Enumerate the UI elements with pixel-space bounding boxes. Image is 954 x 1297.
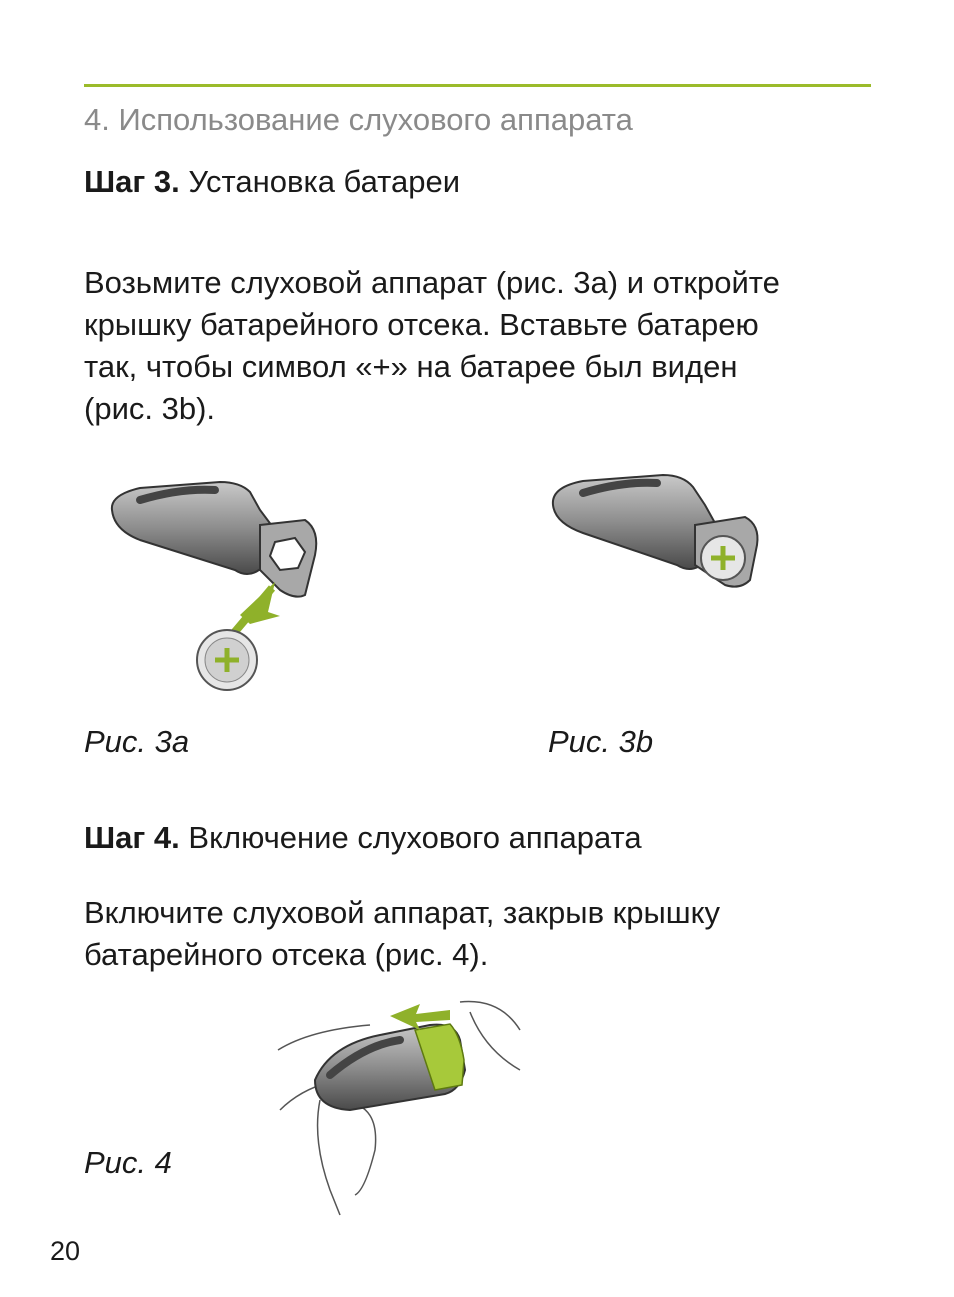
figure-3b-illustration [545,465,775,615]
step4-heading [84,820,642,856]
section-title: 4. Использование слухового аппарата [84,102,633,137]
figure-3a-illustration [100,470,340,700]
step4-paragraph [84,892,884,976]
figure-3a-caption: Рис. 3a [84,724,190,759]
step3-line: Возьмите слуховой аппарат (рис. 3a) и откройте [84,265,780,300]
step3-line: крышку батарейного отсека. Вставьте батарею [84,307,759,342]
step3-title: Установка батареи [188,164,461,199]
figure-4-illustration [270,990,540,1220]
step4-title: Включение слухового аппарата [188,820,642,855]
header-rule [84,84,871,87]
step4-label: Шаг 4. [84,820,180,855]
step4-line: Включите слуховой аппарат, закрыв крышку [84,895,721,930]
step3-paragraph [84,262,884,430]
step3-label: Шаг 3. [84,164,180,199]
figure-4-caption: Рис. 4 [84,1145,172,1180]
step4-line: батарейного отсека (рис. 4). [84,937,489,972]
step3-line: так, чтобы символ «+» на батарее был виден [84,349,738,384]
page-number: 20 [50,1236,81,1266]
step3-line: (рис. 3b). [84,391,216,426]
figure-3b-caption: Рис. 3b [548,724,654,759]
step3-heading [84,164,460,200]
